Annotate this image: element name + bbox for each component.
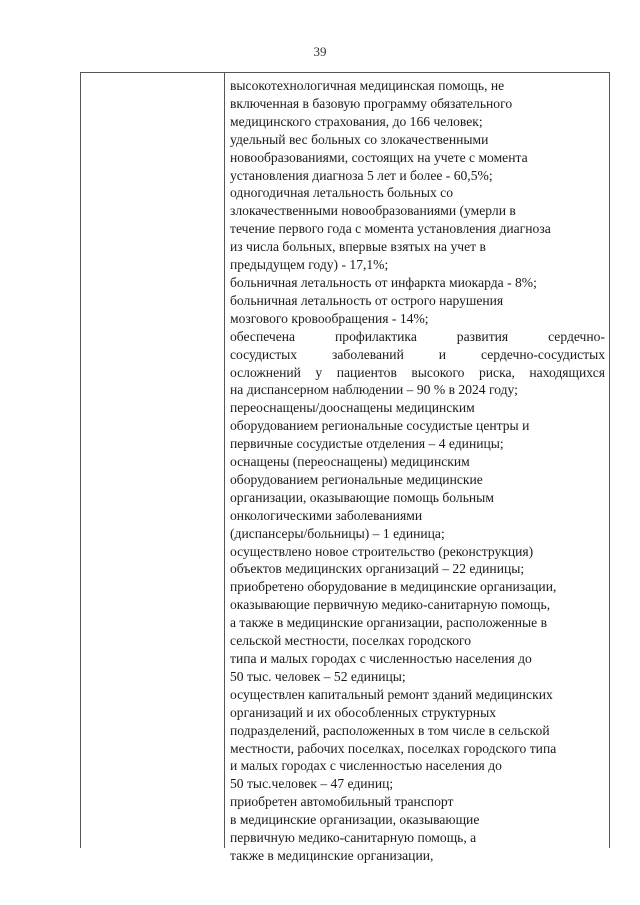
text-line: из числа больных, впервые взятых на учет в	[230, 239, 486, 255]
text-line: одногодичная летальность больных со	[230, 185, 454, 201]
text-line: организации, оказывающие помощь больным	[230, 489, 494, 505]
text-line: медицинского страхования, до 166 человек;	[230, 113, 483, 129]
text-line: сельской местности, поселках городского	[230, 633, 472, 649]
text-line: осложнений у пациентов высокого риска, находящихся	[230, 364, 605, 380]
text-line: (диспансеры/больницы) – 1 единица;	[230, 525, 445, 541]
text-line: на диспансерном наблюдении – 90 % в 2024 году;	[230, 382, 518, 398]
text-line: первичные сосудистые отделения – 4 единицы;	[230, 436, 504, 452]
text-line: оборудованием региональные сосудистые центры и	[230, 418, 530, 434]
text-line: осуществлен капитальный ремонт зданий медицинских	[230, 686, 553, 702]
text-line: приобретено оборудование в медицинские организации,	[230, 579, 557, 595]
text-line: предыдущем году) - 17,1%;	[230, 257, 389, 273]
text-line: 50 тыс.человек – 47 единиц;	[230, 776, 394, 792]
text-line: удельный вес больных со злокачественными	[230, 131, 489, 147]
text-line: установления диагноза 5 лет и более - 60,5%;	[230, 167, 493, 183]
text-line: оказывающие первичную медико-санитарную помощь,	[230, 597, 551, 613]
table-right-border	[609, 73, 610, 848]
text-line: оборудованием региональные медицинские	[230, 471, 483, 487]
text-line: типа и малых городах с численностью населения до	[230, 651, 532, 666]
table-left-border	[80, 73, 81, 848]
text-line: осуществлено новое строительство (реконструкция)	[230, 543, 534, 559]
text-line: больничная летальность от острого нарушения	[230, 292, 504, 308]
text-line: больничная летальность от инфаркта миокарда - 8%;	[230, 274, 537, 290]
text-line: новообразованиями, состоящих на учете с момента	[230, 149, 528, 165]
table-text-cell	[230, 77, 605, 865]
text-line: обеспечена профилактика развития сердечно-	[230, 328, 605, 344]
text-line: местности, рабочих поселках, поселках городского типа	[230, 740, 557, 756]
text-line: подразделений, расположенных в том числе в сельской	[230, 722, 550, 738]
page-number: 39	[313, 44, 327, 59]
text-line: также в медицинские организации,	[230, 847, 434, 863]
text-line: а также в медицинские организации, расположенные в	[230, 615, 548, 631]
text-line: в медицинские организации, оказывающие	[230, 812, 480, 828]
text-line: оснащены (переоснащены) медицинским	[230, 454, 470, 470]
text-line: включенная в базовую программу обязательного	[230, 95, 513, 111]
text-line: мозгового кровообращения - 14%;	[230, 310, 429, 326]
text-line: объектов медицинских организаций – 22 единицы;	[230, 561, 525, 577]
text-line: злокачественными новообразованиями (умерли в	[230, 203, 516, 219]
text-line: онкологическими заболеваниями	[230, 507, 423, 523]
table-column-divider	[224, 73, 225, 848]
text-line: организаций и их обособленных структурных	[230, 704, 497, 720]
text-line: и малых городах с численностью населения до	[230, 758, 502, 774]
text-line: течение первого года с момента установления диагноза	[230, 221, 551, 237]
text-line: переоснащены/дооснащены медицинским	[230, 400, 475, 416]
text-line: сосудистых заболеваний и сердечно-сосудистых	[230, 346, 605, 362]
text-line: 50 тыс. человек – 52 единицы;	[230, 668, 406, 684]
text-line: приобретен автомобильный транспорт	[230, 794, 454, 810]
text-line: высокотехнологичная медицинская помощь, не	[230, 78, 505, 93]
table-frame	[80, 72, 610, 863]
text-line: первичную медико-санитарную помощь, а	[230, 830, 477, 846]
